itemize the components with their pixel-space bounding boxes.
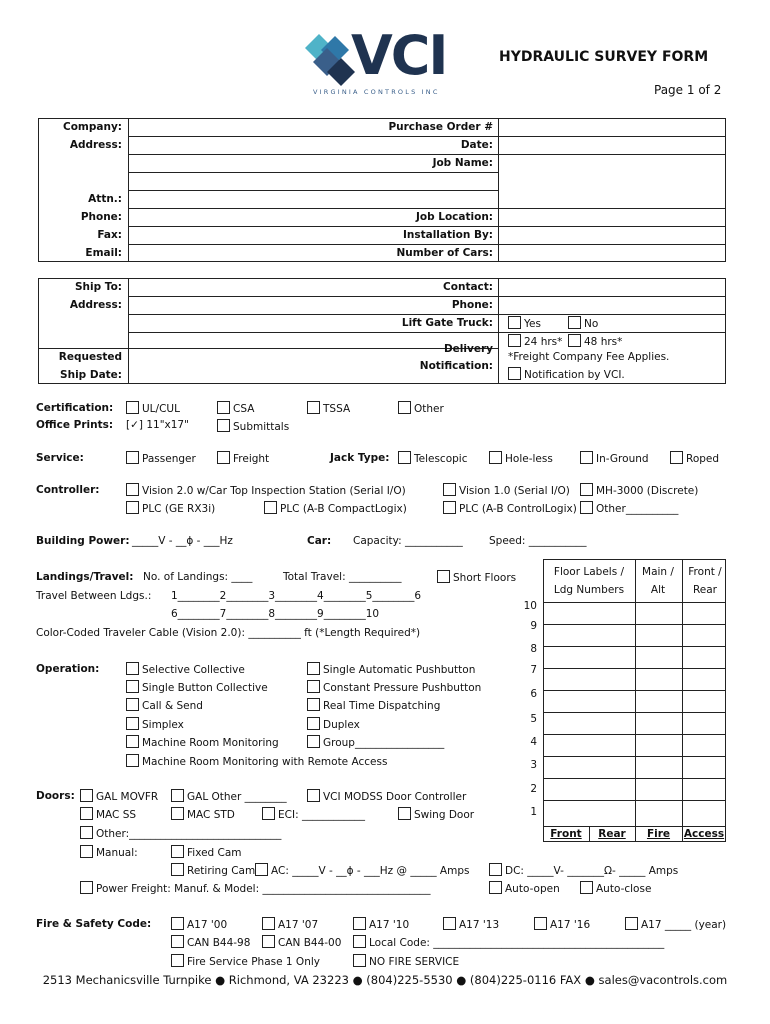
attn-label: Attn.:: [88, 193, 122, 205]
fire-a17-13[interactable]: A17 '13: [443, 917, 499, 931]
fire-safety-label: Fire & Safety Code:: [36, 918, 152, 930]
jack-roped[interactable]: Roped: [670, 451, 719, 465]
logo-text: VCI: [351, 24, 447, 87]
door-retiring-cam[interactable]: Retiring Cam: [171, 863, 255, 877]
ship-address-label: Address:: [69, 299, 122, 311]
checkbox[interactable]: [353, 917, 366, 930]
checkbox[interactable]: [217, 419, 230, 432]
doors-label: Doors:: [36, 790, 75, 802]
door-mac-std[interactable]: MAC STD: [171, 807, 235, 821]
operation-option[interactable]: Constant Pressure Pushbutton: [307, 680, 481, 694]
page-number: Page 1 of 2: [654, 83, 722, 97]
vci-logo: [305, 24, 455, 100]
door-ac[interactable]: AC: _____V - __ɸ - ___Hz @ _____ Amps: [255, 863, 469, 877]
checkbox[interactable]: [126, 401, 139, 414]
landings-label: Landings/Travel:: [36, 571, 134, 583]
floor-row-line: [543, 778, 726, 779]
fire-a17-07[interactable]: A17 '07: [262, 917, 318, 931]
checkbox[interactable]: [443, 483, 456, 496]
checkbox[interactable]: [217, 451, 230, 464]
door-auto-open[interactable]: Auto-open: [489, 881, 560, 895]
door-eci[interactable]: ECI: ____________: [262, 807, 365, 821]
checkbox[interactable]: [307, 401, 320, 414]
operation-option[interactable]: Simplex: [126, 717, 184, 731]
fire-a17-16[interactable]: A17 '16: [534, 917, 590, 931]
floor-row-line: [543, 800, 726, 801]
floor-header-front: Front / Rear: [688, 566, 722, 596]
checkbox[interactable]: [353, 935, 366, 948]
checkbox[interactable]: [126, 451, 139, 464]
operation-option[interactable]: Group_________________: [307, 735, 444, 749]
floor-header-labels: Floor Labels / Ldg Numbers: [553, 566, 625, 596]
lift-gate-no[interactable]: No: [568, 316, 598, 330]
checkbox[interactable]: [353, 954, 366, 967]
door-gal-other[interactable]: GAL Other ________: [171, 789, 287, 803]
delivery-24hrs[interactable]: 24 hrs*: [508, 334, 562, 348]
car-label: Car:: [307, 535, 332, 547]
checkbox[interactable]: [398, 451, 411, 464]
lift-gate-label: Lift Gate Truck:: [401, 317, 493, 329]
checkbox[interactable]: [171, 954, 184, 967]
fire-can-98[interactable]: CAN B44-98: [171, 935, 250, 949]
notify-vci[interactable]: Notification by VCI.: [508, 367, 625, 381]
operation-label: Operation:: [36, 663, 100, 675]
checkbox[interactable]: [126, 662, 139, 675]
notification-label: Notification:: [419, 360, 493, 372]
footer-rear: Rear: [598, 828, 626, 840]
certification-label: Certification:: [36, 402, 114, 414]
checkbox[interactable]: [126, 501, 139, 514]
checkbox[interactable]: [670, 451, 683, 464]
footer-access: Access: [683, 828, 725, 840]
fire-a17-year[interactable]: A17 _____ (year): [625, 917, 726, 931]
checkbox[interactable]: [171, 863, 184, 876]
checkbox[interactable]: [508, 316, 521, 329]
checkbox[interactable]: [398, 807, 411, 820]
checkbox[interactable]: [398, 401, 411, 414]
floor-number: 6: [530, 688, 537, 700]
door-fixed-cam[interactable]: Fixed Cam: [171, 845, 242, 859]
checkbox[interactable]: [307, 717, 320, 730]
freight-fee-note: *Freight Company Fee Applies.: [508, 351, 670, 363]
door-power-freight[interactable]: Power Freight: Manuf. & Model: ________________________________: [80, 881, 430, 895]
floor-number: 1: [530, 806, 537, 818]
checkbox[interactable]: [307, 680, 320, 693]
jack-holeless[interactable]: Hole-less: [489, 451, 553, 465]
checkbox[interactable]: [262, 807, 275, 820]
floor-number: 8: [530, 643, 537, 655]
checkbox[interactable]: [126, 735, 139, 748]
travel-between-label: Travel Between Ldgs.:: [36, 590, 152, 602]
contact-label: Contact:: [443, 281, 493, 293]
floor-number: 2: [530, 783, 537, 795]
cert-tssa[interactable]: TSSA: [307, 401, 350, 415]
travel-row-1[interactable]: 1________2________3________4________5________6: [171, 590, 422, 602]
checkbox[interactable]: [580, 483, 593, 496]
delivery-48hrs[interactable]: 48 hrs*: [568, 334, 622, 348]
service-label: Service:: [36, 452, 84, 464]
fax-label: Fax:: [97, 229, 122, 241]
checkbox[interactable]: [307, 662, 320, 675]
cert-ul[interactable]: UL/CUL: [126, 401, 180, 415]
travel-row-2[interactable]: 6________7________8________9________10: [171, 608, 380, 620]
footer-address: 2513 Mechanicsville Turnpike ● Richmond, VA 23223 ● (804)225-5530 ● (804)225-0116 FAX ● sales@vacontrols.com: [42, 973, 728, 987]
checkbox[interactable]: [80, 881, 93, 894]
office-prints-label: Office Prints:: [36, 419, 114, 431]
floor-number: 10: [523, 600, 537, 612]
floor-row-line: [543, 646, 726, 647]
ctrl-other[interactable]: Other__________: [580, 501, 678, 515]
num-landings[interactable]: No. of Landings: ____: [143, 571, 253, 583]
requested-label: Requested: [58, 351, 122, 363]
door-vci-modss[interactable]: VCI MODSS Door Controller: [307, 789, 466, 803]
email-label: Email:: [85, 247, 122, 259]
company-label: Company:: [63, 121, 122, 133]
car-speed[interactable]: Speed: ___________: [489, 535, 587, 547]
checkbox[interactable]: [80, 807, 93, 820]
jack-type-label: Jack Type:: [330, 452, 390, 464]
checkbox[interactable]: [80, 826, 93, 839]
checkbox[interactable]: [80, 845, 93, 858]
door-swing[interactable]: Swing Door: [398, 807, 474, 821]
fire-local-code[interactable]: Local Code: ____________________________________________: [353, 935, 664, 949]
door-other[interactable]: Other:_____________________________: [80, 826, 281, 840]
checkbox[interactable]: [126, 698, 139, 711]
lift-gate-yes[interactable]: Yes: [508, 316, 541, 330]
operation-option[interactable]: Selective Collective: [126, 662, 245, 676]
checkbox[interactable]: [580, 501, 593, 514]
date-label: Date:: [460, 139, 493, 151]
floor-row-line: [543, 624, 726, 625]
floor-number: 3: [530, 759, 537, 771]
checkbox[interactable]: [489, 881, 502, 894]
cert-other[interactable]: Other: [398, 401, 444, 415]
ctrl-vision10[interactable]: Vision 1.0 (Serial I/O): [443, 483, 570, 497]
checkbox[interactable]: [568, 334, 581, 347]
ship-phone-label: Phone:: [451, 299, 493, 311]
floor-number: 7: [530, 664, 537, 676]
footer-fire: Fire: [646, 828, 671, 840]
checkbox[interactable]: [437, 570, 450, 583]
short-floors[interactable]: Short Floors: [437, 570, 516, 584]
total-travel[interactable]: Total Travel: __________: [283, 571, 402, 583]
checkbox[interactable]: [171, 845, 184, 858]
checkbox[interactable]: [262, 917, 275, 930]
operation-option[interactable]: Duplex: [307, 717, 360, 731]
checkbox[interactable]: [625, 917, 638, 930]
fire-a17-00[interactable]: A17 '00: [171, 917, 227, 931]
checkbox[interactable]: [126, 483, 139, 496]
checkbox[interactable]: [264, 501, 277, 514]
checkbox[interactable]: [171, 935, 184, 948]
checkbox[interactable]: [489, 451, 502, 464]
operation-option[interactable]: Real Time Dispatching: [307, 698, 440, 712]
ship-to-label: Ship To:: [75, 281, 122, 293]
job-location-label: Job Location:: [415, 211, 493, 223]
ship-date-label: Ship Date:: [60, 369, 122, 381]
ctrl-mh3000[interactable]: MH-3000 (Discrete): [580, 483, 698, 497]
checkbox[interactable]: [508, 367, 521, 380]
floor-header-main: Main / Alt: [642, 566, 674, 596]
checkbox[interactable]: [126, 717, 139, 730]
door-auto-close[interactable]: Auto-close: [580, 881, 651, 895]
checkbox[interactable]: [443, 501, 456, 514]
phone-label: Phone:: [80, 211, 122, 223]
operation-option[interactable]: Machine Room Monitoring with Remote Access: [126, 754, 387, 768]
cert-csa[interactable]: CSA: [217, 401, 254, 415]
service-freight[interactable]: Freight: [217, 451, 269, 465]
door-gal-movfr[interactable]: GAL MOVFR: [80, 789, 158, 803]
checkbox[interactable]: [307, 735, 320, 748]
checkbox[interactable]: [580, 881, 593, 894]
floor-row-line: [543, 734, 726, 735]
floor-row-line: [543, 712, 726, 713]
fire-phase1[interactable]: Fire Service Phase 1 Only: [171, 954, 320, 968]
controller-label: Controller:: [36, 484, 100, 496]
door-manual[interactable]: Manual:: [80, 845, 138, 859]
floor-row-line: [543, 668, 726, 669]
checkbox[interactable]: [255, 863, 268, 876]
checkbox[interactable]: [262, 935, 275, 948]
checkbox[interactable]: [217, 401, 230, 414]
floor-row-line: [543, 756, 726, 757]
checkbox[interactable]: [171, 789, 184, 802]
checkbox[interactable]: [307, 698, 320, 711]
ctrl-plc-ab-compact[interactable]: PLC (A-B CompactLogix): [264, 501, 407, 515]
checkbox[interactable]: [126, 680, 139, 693]
operation-option[interactable]: Call & Send: [126, 698, 203, 712]
checkbox[interactable]: [508, 334, 521, 347]
operation-option[interactable]: Single Automatic Pushbutton: [307, 662, 475, 676]
po-label: Purchase Order #: [388, 121, 493, 133]
building-power-label: Building Power:: [36, 535, 130, 547]
floor-number: 4: [530, 736, 537, 748]
traveler-cable[interactable]: Color-Coded Traveler Cable (Vision 2.0): __________ ft (*Length Required*): [36, 627, 421, 639]
checkbox[interactable]: [126, 754, 139, 767]
operation-option[interactable]: Machine Room Monitoring: [126, 735, 279, 749]
floor-number: 5: [530, 713, 537, 725]
checkbox[interactable]: [171, 807, 184, 820]
service-passenger[interactable]: Passenger: [126, 451, 196, 465]
ctrl-plc-ge[interactable]: PLC (GE RX3i): [126, 501, 215, 515]
ctrl-plc-ab-control[interactable]: PLC (A-B ControlLogix): [443, 501, 577, 515]
door-mac-ss[interactable]: MAC SS: [80, 807, 136, 821]
company-address-label: Address:: [69, 139, 122, 151]
jack-telescopic[interactable]: Telescopic: [398, 451, 468, 465]
checkbox[interactable]: [534, 917, 547, 930]
checkbox[interactable]: [80, 789, 93, 802]
ctrl-vision20[interactable]: Vision 2.0 w/Car Top Inspection Station (Serial I/O): [126, 483, 406, 497]
car-capacity[interactable]: Capacity: ___________: [353, 535, 463, 547]
building-power-value[interactable]: _____V - __ɸ - ___Hz: [132, 535, 233, 547]
fire-can-00[interactable]: CAN B44-00: [262, 935, 341, 949]
fire-none[interactable]: NO FIRE SERVICE: [353, 954, 459, 968]
floor-number: 9: [530, 620, 537, 632]
operation-option[interactable]: Single Button Collective: [126, 680, 268, 694]
checkbox[interactable]: [171, 917, 184, 930]
logo-subtitle: VIRGINIA CONTROLS INC: [313, 88, 440, 96]
checkbox[interactable]: [580, 451, 593, 464]
door-dc[interactable]: DC: _____V- _______Ω- _____ Amps: [489, 863, 678, 877]
form-title: HYDRAULIC SURVEY FORM: [499, 49, 709, 65]
checkbox[interactable]: [443, 917, 456, 930]
num-cars-label: Number of Cars:: [396, 247, 493, 259]
job-name-label: Job Name:: [432, 157, 493, 169]
delivery-label: Delivery: [443, 343, 493, 355]
fire-a17-10[interactable]: A17 '10: [353, 917, 409, 931]
jack-inground[interactable]: In-Ground: [580, 451, 649, 465]
checkbox[interactable]: [568, 316, 581, 329]
checkbox[interactable]: [489, 863, 502, 876]
footer-front: Front: [550, 828, 582, 840]
prints-11x17[interactable]: [✓] 11"x17": [126, 419, 189, 431]
checkbox[interactable]: [307, 789, 320, 802]
prints-submittals[interactable]: Submittals: [217, 419, 289, 433]
floor-row-line: [543, 690, 726, 691]
installation-by-label: Installation By:: [402, 229, 493, 241]
